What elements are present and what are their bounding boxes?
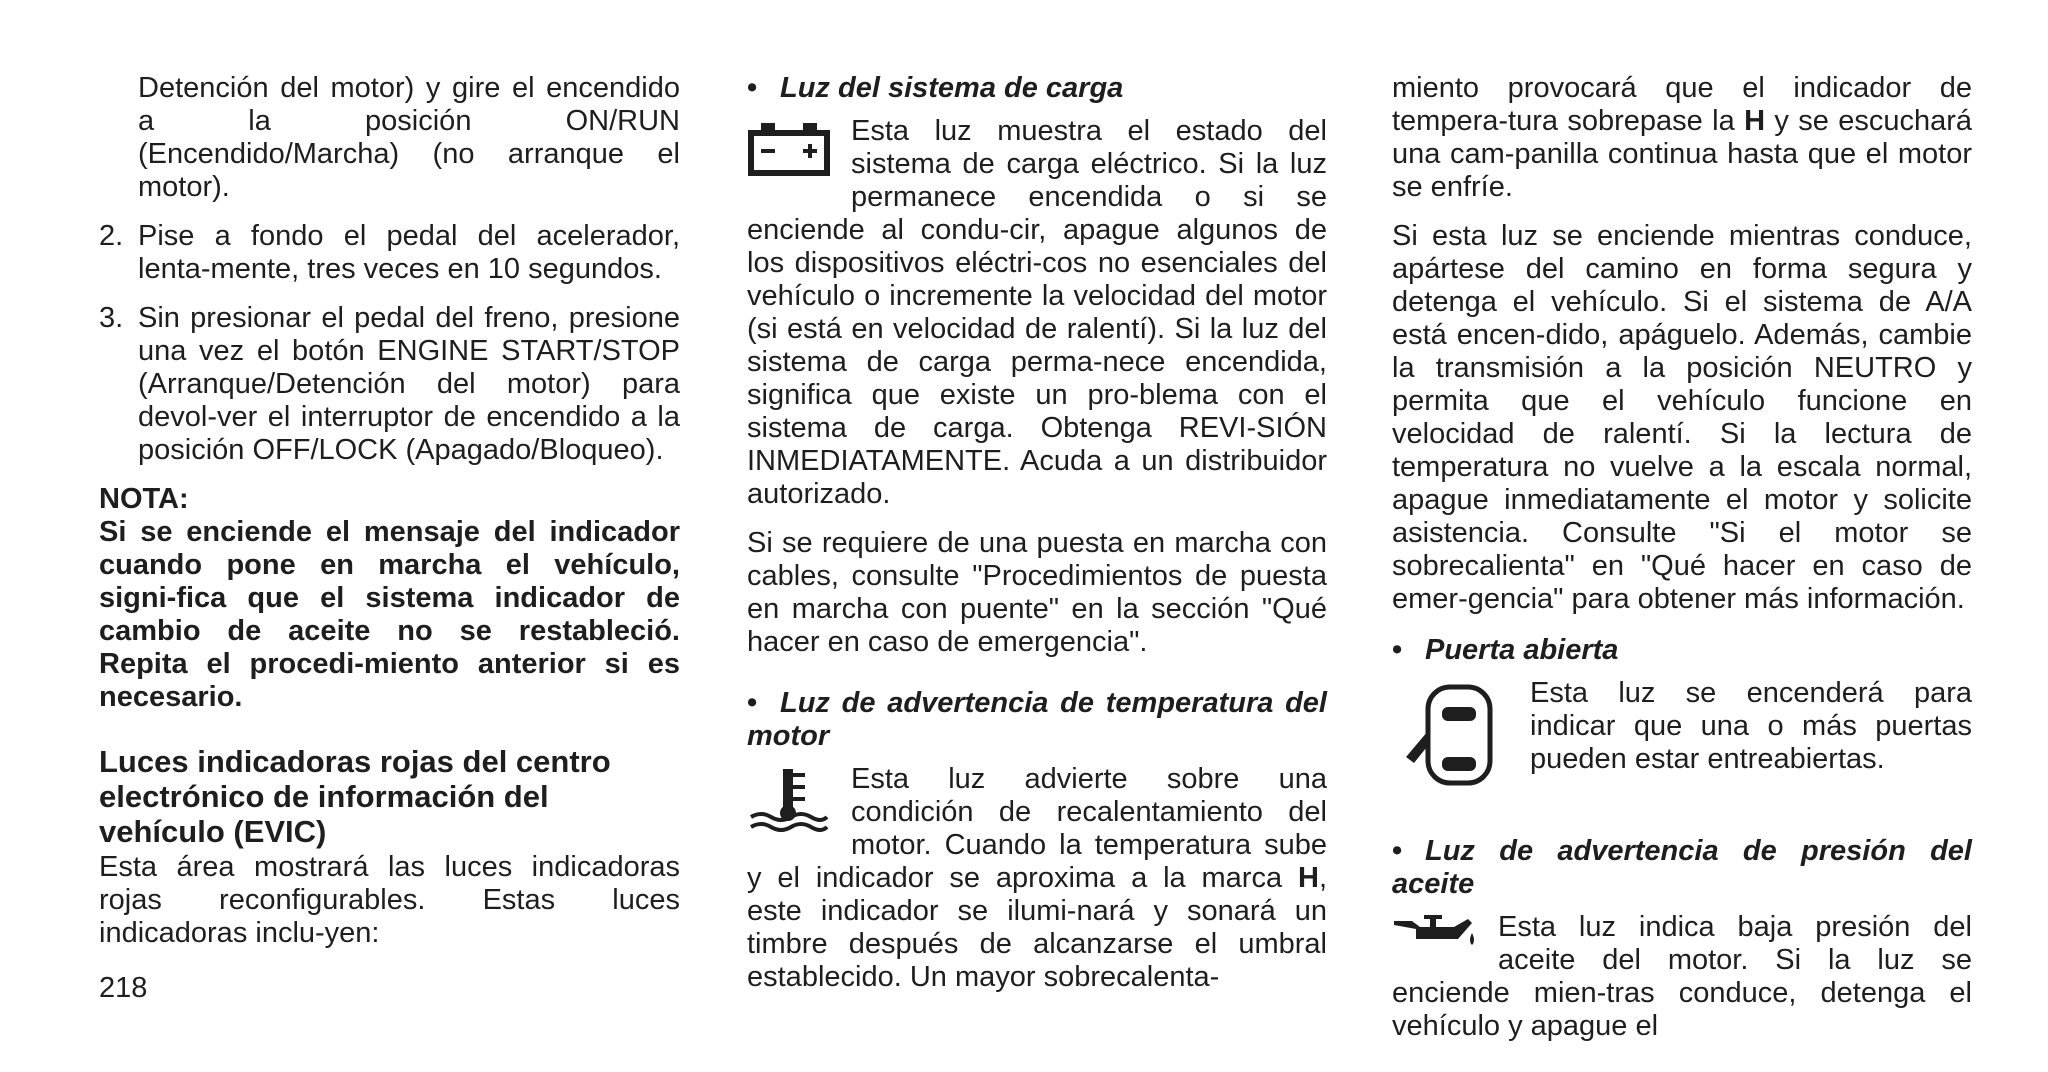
column-left [99,72,680,950]
temperature-text-c: , este indicador se ilumi-nará y sonará un timbre después de alcanzarse el umbral establecido. Un mayor sobrecalenta- [747,862,1327,993]
note-text: Si se enciende el mensaje del indicador cuando pone en marcha el vehículo, signi-fica que el sistema indicador de cambio de aceite no se restableció. Repita el procedi-miento anterior si es necesario. [99,516,680,713]
coolant-temperature-icon [747,767,831,841]
temperature-paragraph [747,763,1327,994]
overheat-mark-h: H [1744,105,1766,137]
temperature-mark-h: H [1297,862,1319,894]
bullet-label: Luz de advertencia de temperatura del motor [747,687,1327,752]
bullet-mark: • [1392,634,1403,666]
section-paragraph: Esta área mostrará las luces indicadoras rojas reconfigurables. Estas luces indicadoras inclu-yen: [99,851,680,949]
column-right [1392,72,1972,1043]
temperature-text-a: Esta luz advierte sobre una condición de recalentamiento del motor. Cuando la temperatura sube y el indicador se aproxima a la marca [747,763,1327,894]
column-middle [747,72,1327,994]
door-block [1392,677,1972,799]
bullet-heading-temperature [747,687,1327,753]
list-number: 2. [99,220,124,252]
oil-paragraph: Esta luz indica baja presión del aceite del motor. Si la luz se enciende mien-tras conduce, detenga el vehículo y apague el [1392,911,1972,1042]
bullet-label: Luz de advertencia de presión del aceite [1392,835,1972,900]
note-title: NOTA: [99,483,189,515]
overheat-text-c: y se escuchará una cam-panilla continua hasta que el motor se enfríe. [1392,105,1972,203]
section-heading: Luces indicadoras rojas del centro electrónico de información del vehículo (EVIC) [99,744,611,849]
battery-icon [747,121,831,185]
list-text: Sin presionar el pedal del freno, presione una vez el botón ENGINE START/STOP (Arranque/Detención del motor) para devol-ver el interruptor de encendido a la posición OFF/LOCK (Apagado/Bloqueo). [138,302,680,466]
list-item [99,220,680,286]
bullet-heading-door [1392,634,1972,667]
continued-paragraph: Detención del motor) y gire el encendido a la posición ON/RUN (Encendido/Marcha) (no arranque el motor). [138,72,680,203]
list-item [99,302,680,467]
page-number: 218 [99,972,148,1004]
list-number: 3. [99,302,124,334]
oil-pressure-icon [1392,913,1478,961]
overheat-instructions: Si esta luz se enciende mientras conduce, apártese del camino en forma segura y detenga el vehículo. Si el sistema de A/A está encen-dido, apáguelo. Además, cambie la transmisión a la posición NEUTRO y permita que el vehículo funcione en velocidad de ralentí. Si la lectura de temperatura no vuelve a la escala normal, apague inmediatamente el motor y solicite asistencia. Consulte "Si el motor se sobrecalienta" en "Qué hacer en caso de emer-gencia" para obtener más información. [1392,220,1972,615]
door-open-icon [1392,681,1530,799]
bullet-mark: • [1392,835,1403,867]
bullet-label: Luz del sistema de carga [780,72,1124,104]
bullet-heading-oil [1392,835,1972,901]
overheat-text-a: miento provocará que el indicador de tempera-tura sobrepase la [1392,72,1972,137]
list-text: Pise a fondo el pedal del acelerador, lenta-mente, tres veces en 10 segundos. [138,220,680,285]
overheat-paragraph [1392,72,1972,204]
bullet-label: Puerta abierta [1425,634,1619,666]
charging-paragraph: Esta luz muestra el estado del sistema de carga eléctrico. Si la luz permanece encendida o si se enciende al condu-cir, apague algunos de los dispositivos eléctri-cos no esenciales del vehículo o incremente la velocidad del motor (si está en velocidad de ralentí). Si la luz del sistema de carga perma-nece encendida, significa que existe un pro-blema con el sistema de carga. Obtenga REVI-SIÓN INMEDIATAMENTE. Acuda a un distribuidor autorizado. [747,115,1327,510]
door-paragraph: Esta luz se encenderá para indicar que una o más puertas pueden estar entreabiertas. [1530,677,1972,775]
jumpstart-paragraph: Si se requiere de una puesta en marcha con cables, consulte "Procedimientos de puesta en marcha con puente" en la sección "Qué hacer en caso de emergencia". [747,527,1327,658]
bullet-mark: • [747,72,758,104]
bullet-mark: • [747,687,758,719]
bullet-heading-charging [747,72,1327,105]
